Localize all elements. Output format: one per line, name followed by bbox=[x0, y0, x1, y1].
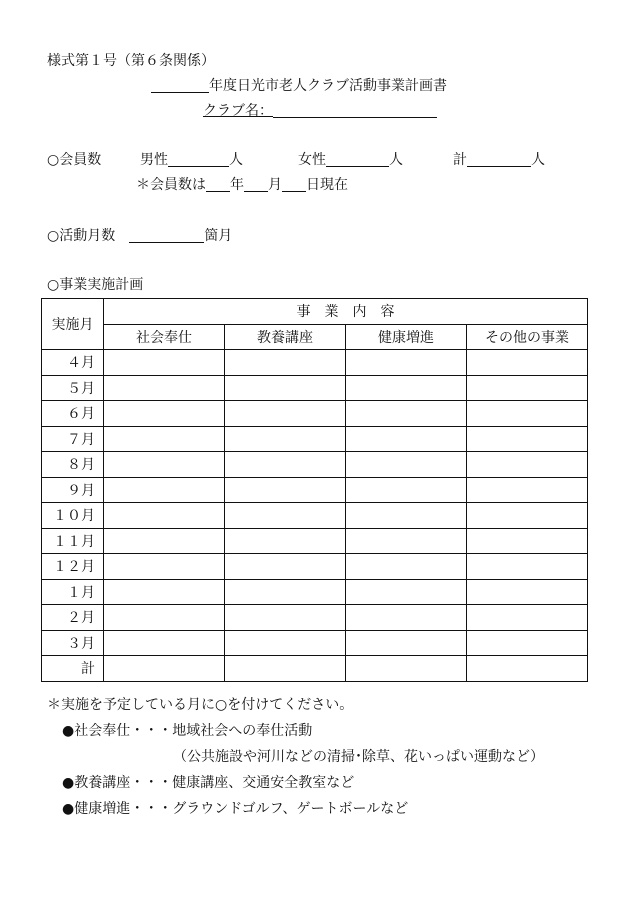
month-cell: １２月 bbox=[42, 554, 104, 580]
plan-cell[interactable] bbox=[346, 554, 467, 580]
note-day-label: 日現在 bbox=[306, 177, 348, 193]
month-cell: １０月 bbox=[42, 503, 104, 529]
month-cell: ４月 bbox=[42, 350, 104, 376]
plan-cell[interactable] bbox=[104, 426, 225, 452]
table-row bbox=[42, 528, 588, 554]
notes-instruction: ＊実施を予定している月に○を付けてください。 bbox=[47, 697, 354, 713]
note-year-field[interactable] bbox=[206, 178, 230, 192]
table-row bbox=[42, 503, 588, 529]
female-count-field[interactable] bbox=[326, 153, 389, 167]
year-blank[interactable] bbox=[151, 79, 209, 93]
plan-cell[interactable] bbox=[467, 426, 588, 452]
month-cell: １月 bbox=[42, 579, 104, 605]
plan-cell[interactable] bbox=[346, 605, 467, 631]
activity-months-row bbox=[47, 229, 232, 243]
plan-cell[interactable] bbox=[467, 630, 588, 656]
plan-cell[interactable] bbox=[467, 503, 588, 529]
header-month: 実施月 bbox=[42, 299, 104, 350]
notes bbox=[47, 692, 544, 822]
total-count-row bbox=[453, 153, 545, 167]
plan-cell[interactable] bbox=[467, 554, 588, 580]
note-month-label: 月 bbox=[268, 177, 282, 193]
plan-section-label: ○事業実施計画 bbox=[47, 277, 144, 293]
month-cell: ６月 bbox=[42, 401, 104, 427]
plan-cell[interactable] bbox=[225, 350, 346, 376]
plan-cell[interactable] bbox=[467, 375, 588, 401]
header-lecture: 教養講座 bbox=[225, 324, 346, 350]
plan-cell[interactable] bbox=[346, 350, 467, 376]
plan-cell[interactable] bbox=[467, 579, 588, 605]
table-row bbox=[42, 350, 588, 376]
note-health: ●健康増進・・・グラウンドゴルフ、ゲートボールなど bbox=[62, 801, 409, 817]
plan-cell[interactable] bbox=[467, 350, 588, 376]
plan-cell[interactable] bbox=[346, 375, 467, 401]
note-lecture: ●教養講座・・・健康講座、交通安全教室など bbox=[62, 775, 355, 791]
total-count-field[interactable] bbox=[467, 153, 531, 167]
plan-cell[interactable] bbox=[104, 605, 225, 631]
month-cell: ７月 bbox=[42, 426, 104, 452]
note-prefix: ＊会員数は bbox=[136, 177, 206, 193]
plan-cell[interactable] bbox=[346, 477, 467, 503]
note-social-service-examples: （公共施設や河川などの清掃･除草、花いっぱい運動など） bbox=[173, 749, 544, 765]
unit-label: 人 bbox=[229, 152, 243, 168]
members-label: ○会員数 bbox=[47, 152, 102, 168]
table-row bbox=[42, 605, 588, 631]
month-cell: 計 bbox=[42, 656, 104, 682]
female-count-row bbox=[298, 153, 403, 167]
activity-months-unit: 箇月 bbox=[204, 228, 233, 244]
month-cell: ８月 bbox=[42, 452, 104, 478]
plan-cell[interactable] bbox=[225, 426, 346, 452]
note-social-service: ●社会奉仕・・・地域社会への奉仕活動 bbox=[62, 723, 313, 739]
total-label: 計 bbox=[453, 152, 467, 168]
plan-cell[interactable] bbox=[346, 503, 467, 529]
club-name-label: クラブ名： bbox=[203, 103, 273, 119]
note-month-field[interactable] bbox=[244, 178, 268, 192]
plan-cell[interactable] bbox=[225, 401, 346, 427]
month-cell: ９月 bbox=[42, 477, 104, 503]
plan-cell[interactable] bbox=[467, 605, 588, 631]
activity-months-field[interactable] bbox=[129, 229, 204, 243]
plan-table bbox=[41, 298, 588, 682]
note-year-label: 年 bbox=[230, 177, 244, 193]
female-label: 女性 bbox=[298, 152, 326, 168]
plan-cell[interactable] bbox=[104, 477, 225, 503]
plan-cell[interactable] bbox=[104, 630, 225, 656]
plan-cell[interactable] bbox=[467, 656, 588, 682]
table-row bbox=[42, 452, 588, 478]
month-cell: ２月 bbox=[42, 605, 104, 631]
plan-cell[interactable] bbox=[104, 375, 225, 401]
plan-cell[interactable] bbox=[225, 656, 346, 682]
club-name-field[interactable] bbox=[273, 104, 437, 118]
plan-cell[interactable] bbox=[225, 452, 346, 478]
plan-cell[interactable] bbox=[225, 630, 346, 656]
plan-cell[interactable] bbox=[346, 579, 467, 605]
plan-cell[interactable] bbox=[104, 579, 225, 605]
title-text: 年度日光市老人クラブ活動事業計画書 bbox=[209, 78, 447, 94]
unit-label: 人 bbox=[531, 152, 545, 168]
plan-cell[interactable] bbox=[225, 528, 346, 554]
plan-cell[interactable] bbox=[225, 605, 346, 631]
document-title bbox=[151, 79, 447, 93]
plan-cell[interactable] bbox=[346, 630, 467, 656]
male-count-field[interactable] bbox=[168, 153, 229, 167]
plan-cell[interactable] bbox=[467, 528, 588, 554]
members-as-of-note bbox=[136, 178, 348, 192]
plan-cell[interactable] bbox=[104, 503, 225, 529]
header-other: その他の事業 bbox=[467, 324, 588, 350]
table-row bbox=[42, 656, 588, 682]
plan-cell[interactable] bbox=[104, 452, 225, 478]
plan-cell[interactable] bbox=[225, 554, 346, 580]
table-row bbox=[42, 579, 588, 605]
plan-cell[interactable] bbox=[346, 656, 467, 682]
plan-cell[interactable] bbox=[346, 528, 467, 554]
table-row bbox=[42, 375, 588, 401]
plan-cell[interactable] bbox=[104, 656, 225, 682]
male-label: 男性 bbox=[140, 152, 168, 168]
header-health: 健康増進 bbox=[346, 324, 467, 350]
header-business-content: 事 業 内 容 bbox=[104, 299, 588, 325]
header-social-service: 社会奉仕 bbox=[104, 324, 225, 350]
unit-label: 人 bbox=[389, 152, 403, 168]
plan-cell[interactable] bbox=[225, 477, 346, 503]
month-cell: １１月 bbox=[42, 528, 104, 554]
plan-cell[interactable] bbox=[467, 401, 588, 427]
activity-months-label: ○活動月数 bbox=[47, 228, 116, 244]
form-label: 様式第１号（第６条関係） bbox=[47, 53, 215, 69]
male-count-row bbox=[140, 153, 243, 167]
month-cell: ５月 bbox=[42, 375, 104, 401]
plan-cell[interactable] bbox=[467, 452, 588, 478]
plan-cell[interactable] bbox=[346, 401, 467, 427]
plan-cell[interactable] bbox=[104, 401, 225, 427]
table-row bbox=[42, 477, 588, 503]
note-day-field[interactable] bbox=[282, 178, 306, 192]
plan-cell[interactable] bbox=[225, 375, 346, 401]
plan-cell[interactable] bbox=[104, 350, 225, 376]
plan-cell[interactable] bbox=[467, 477, 588, 503]
plan-cell[interactable] bbox=[104, 554, 225, 580]
plan-cell[interactable] bbox=[346, 426, 467, 452]
club-name-row bbox=[203, 104, 437, 118]
table-row bbox=[42, 401, 588, 427]
table-row bbox=[42, 426, 588, 452]
table-row bbox=[42, 554, 588, 580]
month-cell: ３月 bbox=[42, 630, 104, 656]
plan-cell[interactable] bbox=[104, 528, 225, 554]
table-row bbox=[42, 630, 588, 656]
plan-cell[interactable] bbox=[225, 503, 346, 529]
plan-cell[interactable] bbox=[346, 452, 467, 478]
plan-cell[interactable] bbox=[225, 579, 346, 605]
